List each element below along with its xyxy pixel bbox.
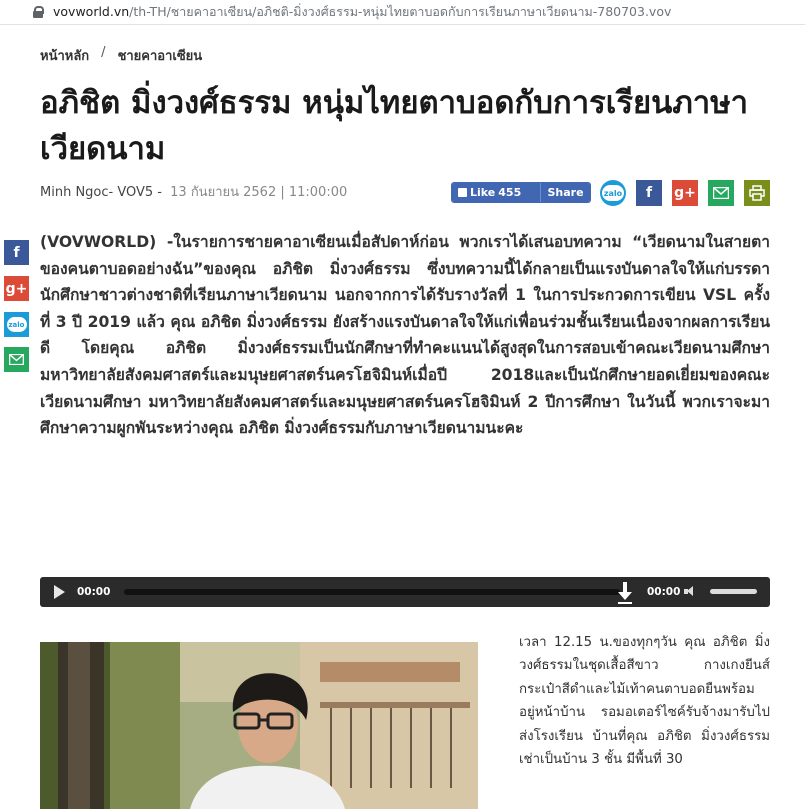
printer-glyph: [749, 185, 765, 201]
gplus-icon[interactable]: g+: [672, 180, 698, 206]
url-path: /th-TH/ชายคาอาเซียน/อภิชติ-มิ่งวงศ์ธรรม-หนุ่มไทยตาบอดกับการเรียนภาษาเวียดนาม-780703.vov: [129, 4, 672, 19]
side-mail-icon[interactable]: [4, 347, 29, 372]
download-icon[interactable]: [618, 580, 632, 606]
print-icon[interactable]: [744, 180, 770, 206]
mail-icon[interactable]: [708, 180, 734, 206]
audio-duration: 00:00: [647, 586, 681, 598]
article-author: Minh Ngoc- VOV5 -: [40, 185, 162, 200]
address-bar[interactable]: [0, 0, 805, 25]
volume-slider[interactable]: [710, 589, 757, 594]
breadcrumb: [40, 45, 202, 66]
facebook-share-button[interactable]: Share: [540, 183, 590, 202]
audio-current-time: 00:00: [77, 586, 111, 598]
volume-icon[interactable]: [684, 585, 698, 597]
side-zalo-icon[interactable]: [4, 312, 29, 337]
lock-icon[interactable]: [33, 6, 43, 18]
side-envelope-glyph: [9, 354, 24, 365]
like-label: Like: [470, 186, 496, 199]
zalo-icon[interactable]: [600, 180, 626, 206]
side-zalo-label: zalo: [7, 317, 27, 332]
article-title: อภิชิต มิ่งวงศ์ธรรม หนุ่มไทยตาบอดกับการเรียนภาษาเวียดนาม: [40, 85, 749, 167]
play-icon[interactable]: [54, 585, 65, 599]
article-date: 13 กันยายน 2562 | 11:00:00: [170, 185, 348, 200]
article-lead: (VOVWORLD) -ในรายการชายคาอาเซียนเมื่อสัปดาห์ก่อน พวกเราได้เสนอบทความ “เวียดนามในสายตาของคนตาบอดอย่างฉัน”ของคุณ อภิชิต มิ่งวงศ์ธรรม ซึ่งบทความนี้ได้กลายเป็นแรงบันดาลใจให้แก่บรรดานักศึกษาชาวต่างชาติที่เรียนภาษาเวียดนาม นอกจากการได้รับรางวัลที่ 1 ในการประกวดการเขียน VSL ครั้งที่ 3 ปี 2019 แล้ว คุณ อภิชิต มิ่งวงศ์ธรรม ยังสร้างแรงบันดาลใจให้แก่เพื่อนร่วมชั้นเรียนเนื่องจากผลการเรียนดี โดยคุณ อภิชิต มิ่งวงศ์ธรรมเป็นนักศึกษาที่ทำคะแนนได้สูงสุดในการสอบเข้าคณะเวียดนามศึกษา มหาวิทยาลัยสังคมศาสตร์และมนุษยศาสตร์นครโฮจิมินห์เมื่อปี 2018และเป็นนักศึกษายอดเยี่ยมของคณะเวียดนามศึกษา มหาวิทยาลัยสังคมศาสตร์และมนุษยศาสตร์นครโฮจิมินห์ 2 ปีการศึกษา ในวันนี้ พวกเราจะมาศึกษาความผูกพันระหว่างคุณ อภิชิต มิ่งวงศ์ธรรมกับภาษาเวียดนามนะคะ: [40, 233, 770, 438]
side-facebook-icon[interactable]: f: [4, 240, 29, 265]
zalo-label: zalo: [602, 185, 624, 201]
thumbs-up-icon: [458, 188, 467, 197]
breadcrumb-home-link[interactable]: หน้าหลัก: [40, 49, 90, 64]
audio-seek-bar[interactable]: [124, 589, 620, 595]
side-gplus-icon[interactable]: g+: [4, 276, 29, 301]
article-photo: [40, 642, 478, 809]
breadcrumb-section-link[interactable]: ชายคาอาเซียน: [117, 49, 203, 64]
url-text[interactable]: [53, 2, 671, 22]
like-count: 455: [498, 186, 522, 199]
article-body: เวลา 12.15 น.ของทุกๆวัน คุณ อภิชิต มิ่งวงศ์ธรรมในชุดเสื้อสีขาว กางเกงยีนส์ กระเป๋าสีดำและไม้เท้าคนตาบอดยืนพร้อมอยู่หน้าบ้าน รอมอเตอร์ไซค์รับจ้างมารับไปส่งโรงเรียน บ้านที่คุณ อภิชิต มิ่งวงศ์ธรรม เช่าเป็นบ้าน 3 ชั้น มีพื้นที่ 30: [519, 635, 770, 768]
facebook-like-widget: [451, 182, 591, 203]
facebook-like-button[interactable]: [452, 183, 540, 202]
envelope-glyph: [713, 187, 729, 199]
breadcrumb-separator: /: [101, 45, 106, 60]
photo-blind-student: [40, 642, 478, 809]
url-host: vovworld.vn: [53, 4, 130, 19]
article-meta: [40, 181, 347, 202]
facebook-icon[interactable]: f: [636, 180, 662, 206]
